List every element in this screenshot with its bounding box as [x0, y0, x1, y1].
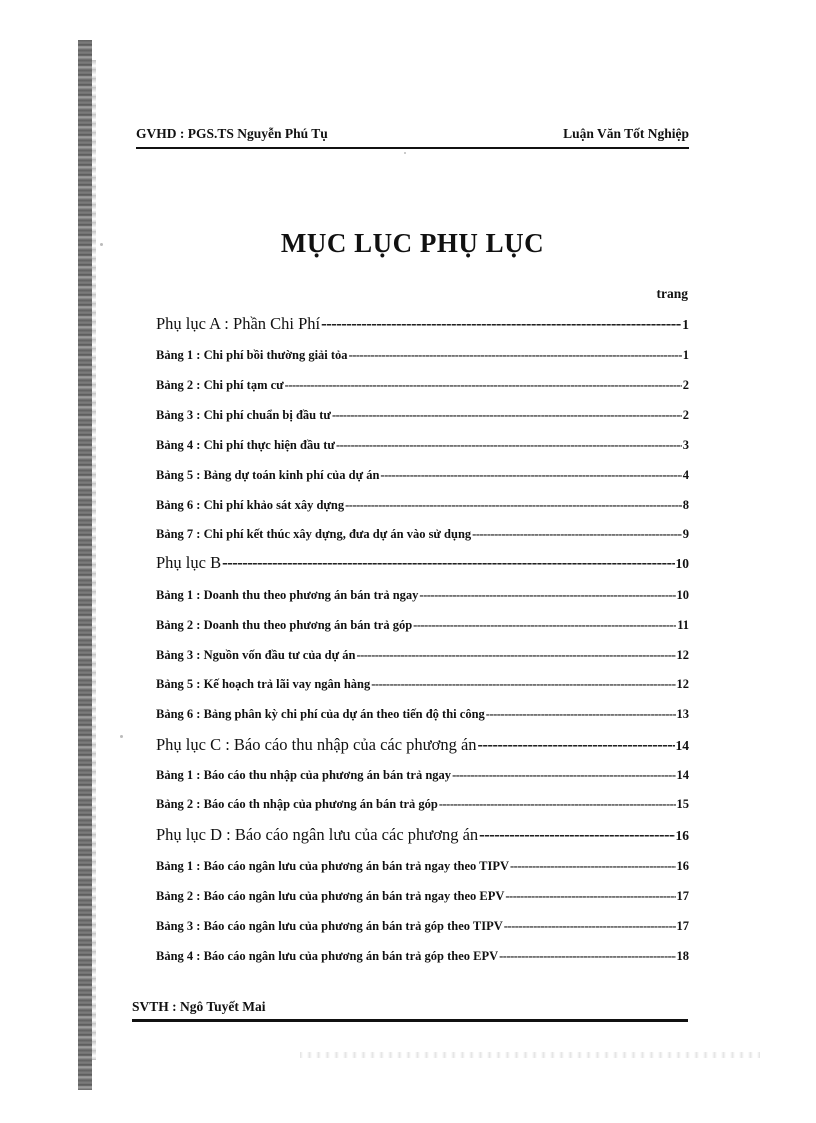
scan-edge-artifact [78, 40, 92, 1090]
toc-item: Bảng 7 : Chi phí kết thúc xây dựng, đưa dự án vào sử dụng ----- 9 [156, 527, 689, 542]
toc-item: Bảng 4 : Chi phí thực hiện đầu tư ----- 3 [156, 438, 689, 453]
toc-item: Bảng 6 : Chi phí khảo sát xây dựng ----- 8 [156, 498, 689, 513]
toc-item: Bảng 6 : Bảng phân kỳ chi phí của dự án theo tiến độ thi công ----- 13 [156, 707, 689, 722]
toc-section-d: Phụ lục D : Báo cáo ngân lưu của các phương án ----- 16 [156, 825, 689, 845]
toc-item: Bảng 5 : Kế hoạch trả lãi vay ngân hàng ----- 12 [156, 677, 689, 692]
page-column-label: trang [656, 286, 688, 301]
toc-item: Bảng 1 : Chi phí bồi thường giải tỏa ----- 1 [156, 348, 689, 363]
scan-speck [100, 243, 103, 246]
page-header [136, 125, 689, 149]
scan-edge-artifact-light [92, 60, 96, 1060]
toc-item: Bảng 1 : Doanh thu theo phương án bán trả ngay ----- 10 [156, 588, 689, 603]
toc-item: Bảng 4 : Báo cáo ngân lưu của phương án bán trả góp theo EPV ----- 18 [156, 949, 689, 964]
scan-speck [120, 735, 123, 738]
header-thesis-label: Luận Văn Tốt Nghiệp [563, 126, 689, 141]
scan-speck [404, 152, 406, 154]
toc-section-a: Phụ lục A : Phần Chi Phí ----- 1 [156, 314, 689, 334]
toc-item: Bảng 3 : Nguồn vốn đầu tư của dự án ----- 12 [156, 648, 689, 663]
toc-item: Bảng 2 : Báo cáo ngân lưu của phương án bán trả ngay theo EPV ----- 17 [156, 889, 689, 904]
toc-item: Bảng 1 : Báo cáo thu nhập của phương án bán trả ngay ----- 14 [156, 768, 689, 783]
scan-noise [300, 1052, 760, 1058]
toc-item: Bảng 2 : Chi phí tạm cư ----- 2 [156, 378, 689, 393]
page-footer: SVTH : Ngô Tuyết Mai [132, 999, 688, 1022]
page-title: MỤC LỤC PHỤ LỤC [280, 228, 545, 258]
toc-item: Bảng 5 : Bảng dự toán kinh phí của dự án ----- 4 [156, 468, 689, 483]
toc-item: Bảng 3 : Chi phí chuẩn bị đầu tư ----- 2 [156, 408, 689, 423]
toc-item: Bảng 2 : Báo cáo th nhập của phương án bán trả góp ----- 15 [156, 797, 689, 812]
toc-section-c: Phụ lục C : Báo cáo thu nhập của các phương án ----- 14 [156, 735, 689, 755]
toc-item: Bảng 2 : Doanh thu theo phương án bán trả góp ----- 11 [156, 618, 689, 633]
toc-section-b: Phụ lục B ----- 10 [156, 553, 689, 573]
toc-item: Bảng 3 : Báo cáo ngân lưu của phương án bán trả góp theo TIPV ----- 17 [156, 919, 689, 934]
header-advisor: GVHD : PGS.TS Nguyễn Phú Tụ [136, 126, 328, 141]
toc-item: Bảng 1 : Báo cáo ngân lưu của phương án bán trả ngay theo TIPV ----- 16 [156, 859, 689, 874]
